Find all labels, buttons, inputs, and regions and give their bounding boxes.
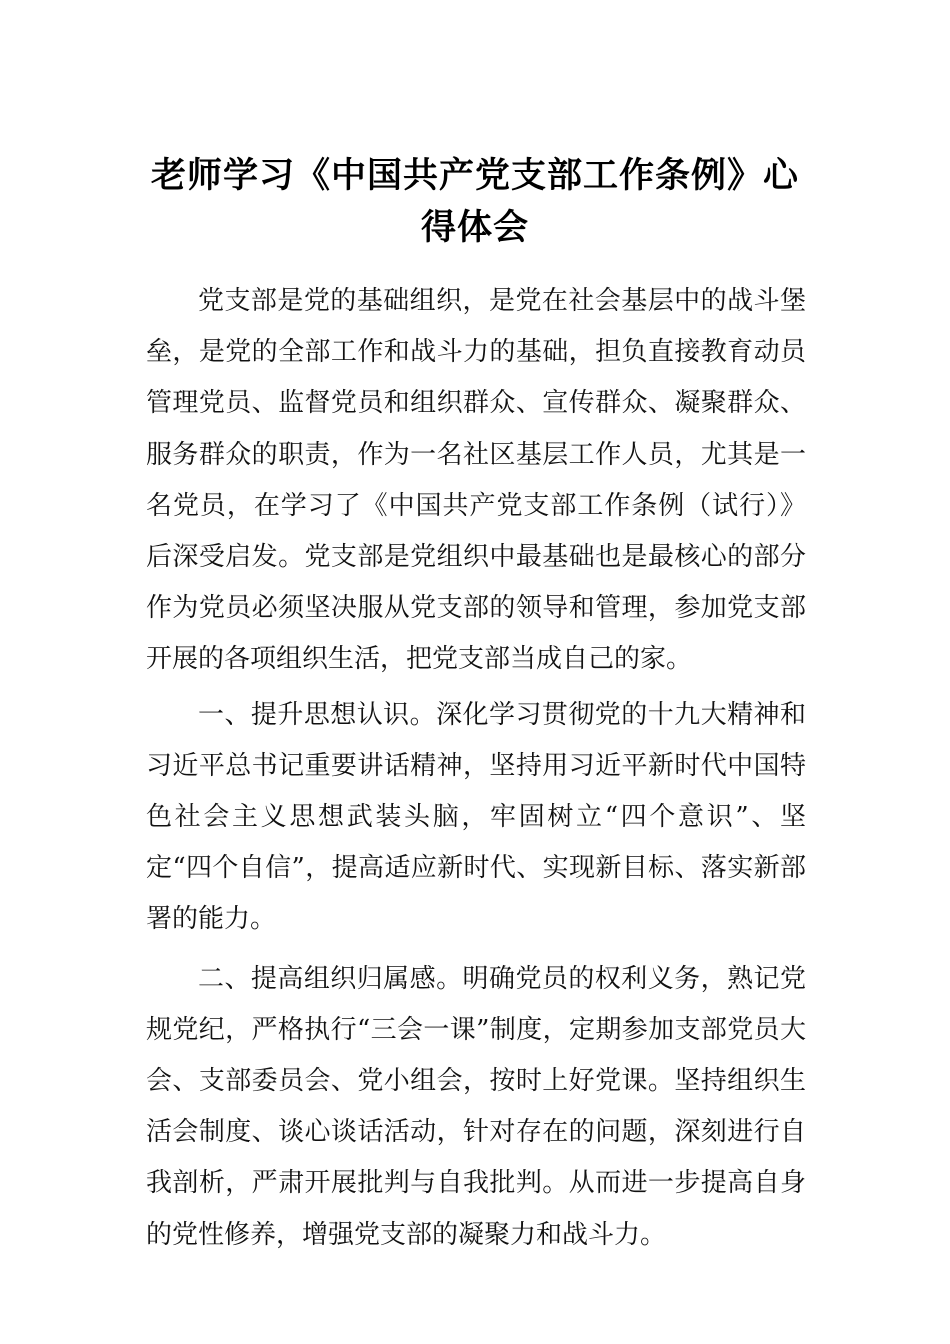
- document-title: 老师学习《中国共产党支部工作条例》心得体会: [150, 156, 799, 248]
- paragraph-intro: 党支部是党的基础组织，是党在社会基层中的战斗堡垒，是党的全部工作和战斗力的基础，担负直接教育动员管理党员、监督党员和组织群众、宣传群众、凝聚群众、服务群众的职责，作为一名社区基层工作人员，尤其是一名党员，在学习了《中国共产党支部工作条例（试行）》后深受启发。党支部是党组织中最基础也是最核心的部分作为党员必须坚决服从党支部的领导和管理，参加党支部开展的各项组织生活，把党支部当成自己的家。: [146, 286, 806, 675]
- paragraph-point-one: 一、提升思想认识。深化学习贯彻党的十九大精神和习近平总书记重要讲话精神，坚持用习近平新时代中国特色社会主义思想武装头脑，牢固树立“四个意识”、坚定“四个自信”，提高适应新时代、实现新目标、落实新部署的能力。: [146, 699, 806, 935]
- document-body: [146, 276, 806, 1261]
- paragraph-point-two: 二、提高组织归属感。明确党员的权利义务，熟记党规党纪，严格执行“三会一课”制度，定期参加支部党员大会、支部委员会、党小组会，按时上好党课。坚持组织生活会制度、谈心谈话活动，针对存在的问题，深刻进行自我剖析，严肃开展批判与自我批判。从而进一步提高自身的党性修养，增强党支部的凝聚力和战斗力。: [146, 963, 806, 1250]
